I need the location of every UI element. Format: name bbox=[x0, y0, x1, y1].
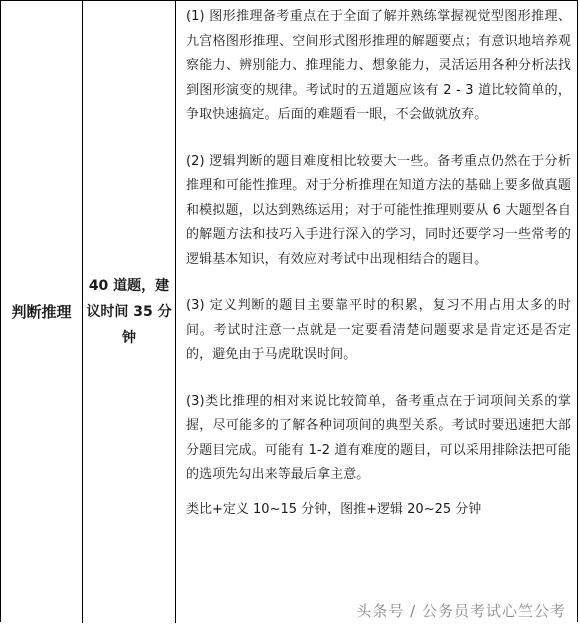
time-summary: 类比+定义 10~15 分钟，图推+逻辑 20~25 分钟 bbox=[186, 501, 482, 517]
tip-paragraph-definition: (3) 定义判断的题目主要靠平时的积累，复习不用占用太多的时间。考试时注意一点就是一定要看清楚问题要求是肯定还是否定的，避免由于马虎耽误时间。 bbox=[186, 298, 571, 362]
category-label: 判断推理 bbox=[11, 302, 72, 321]
tips-cell bbox=[176, 1, 577, 623]
count-time-label: 40 道题，建议时间 35 分钟 bbox=[86, 278, 172, 346]
category-cell bbox=[1, 1, 83, 623]
tip-paragraph-graphic: (1) 图形推理备考重点在于全面了解并熟练掌握视觉型图形推理、九宫格图形推理、空间形式图形推理的解题要点；有意识地培养观察能力、辨别能力、推理能力、想象能力，灵活运用各种分析法找到图形演变的规律。考试时的五道题应该有 2 - 3 道比较简单的，争取快速搞定。后面的难题看一眼，不会做就放弃。 bbox=[186, 9, 571, 122]
count-time-cell bbox=[83, 1, 176, 623]
tip-paragraph-analogy: (3)类比推理的相对来说比较简单，备考重点在于词项间关系的掌握，尽可能多的了解各种词项间的典型关系。考试时要迅速把大部分题目完成。可能有 1-2 道有难度的题目，可以采用排除法把可能的选项先勾出来等最后拿主意。 bbox=[186, 393, 571, 482]
watermark: 头条号 / 公务员考试心竺公考 bbox=[356, 602, 566, 620]
tip-paragraph-logic: (2) 逻辑判断的题目难度相比较要大一些。备考重点仍然在于分析推理和可能性推理。对于分析推理在知道方法的基础上要多做真题和模拟题，以达到熟练运用；对于可能性推理则要从 6 大题型各自的解题方法和技巧入手进行深入的学习，同时还要学习一些常考的逻辑基本知识，有效应对考试中出现相结合的题目。 bbox=[186, 153, 571, 267]
